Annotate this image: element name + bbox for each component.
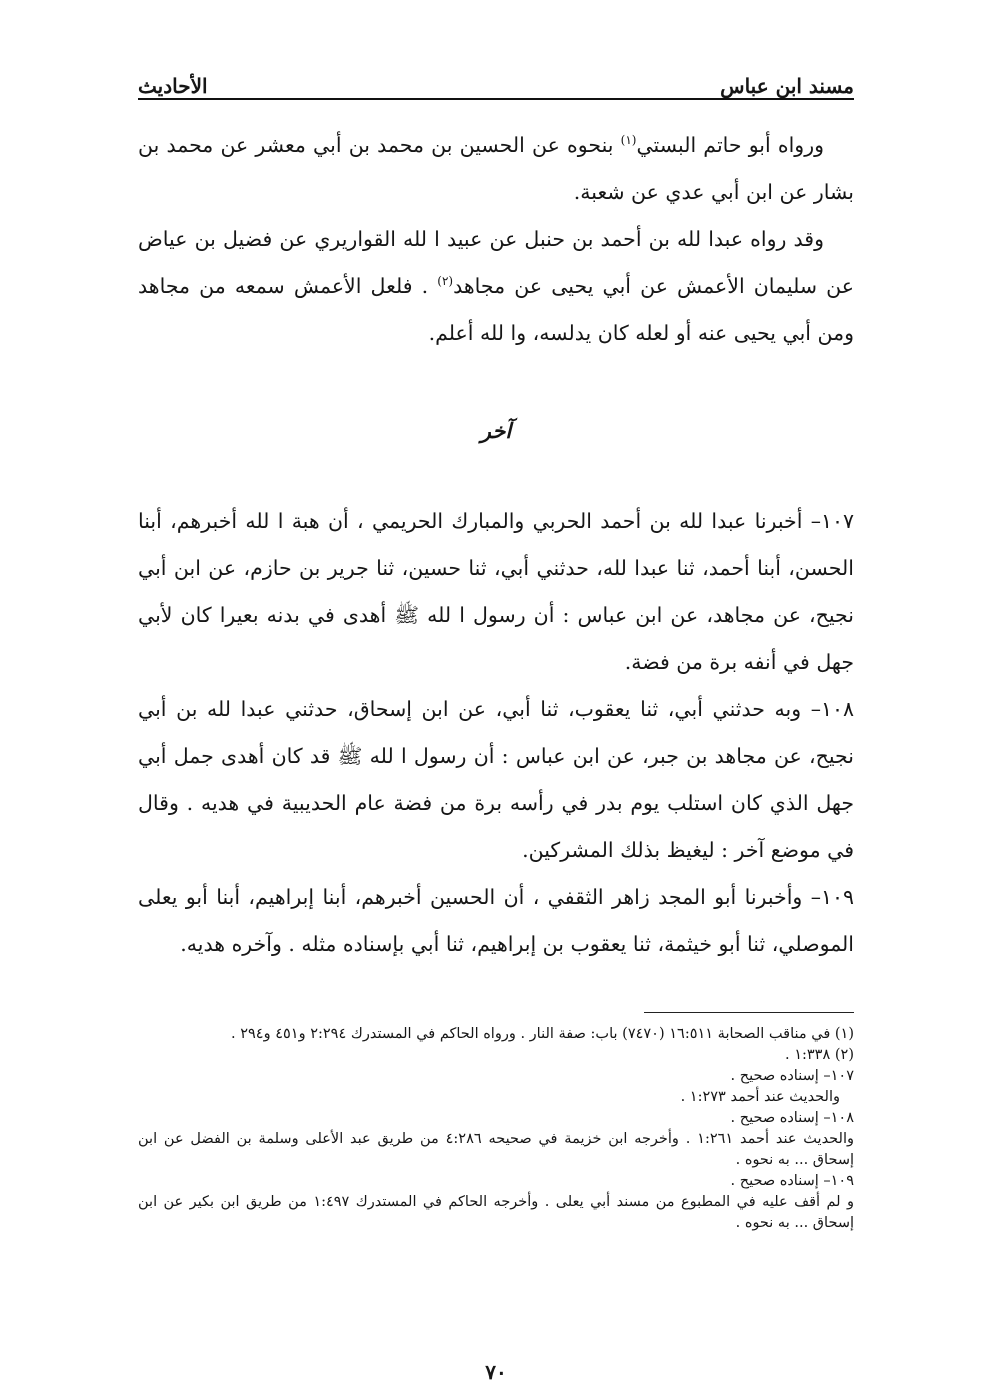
footnotes — [138, 1024, 854, 1234]
note-108-grade: ١٠٨– إسناده صحيح . — [730, 1110, 854, 1126]
footnote-1: (١) في مناقب الصحابة ١٦:٥١١ (٧٤٧٠) باب: صفة النار . ورواه الحاكم في المستدرك ٢:٢٩٤ و٤٥١ و٢٩٤ . — [231, 1026, 854, 1042]
header-rule — [138, 98, 854, 100]
note-109-source: و لم أقف عليه في المطبوع من مسند أبي يعلى . وأخرجه الحاكم في المستدرك ١:٤٩٧ من طريق ابن بكير عن ابن إسحاق ... به نحوه . — [138, 1194, 854, 1231]
page-number: ٧٠ — [485, 1360, 507, 1384]
note-107-grade: ١٠٧– إسناده صحيح . — [730, 1068, 854, 1084]
hadith-108: ١٠٨– وبه حدثني أبي، ثنا يعقوب، ثنا أبي، عن ابن إسحاق، حدثني عبدا لله بن أبي نجيح، عن مجاهد بن جبر، عن ابن عباس : أن رسول ا لله ﷺ قد كان أهدى جمل أبي جهل الذي كان استلب يوم بدر في رأسه برة من فضة عام الحديبية في هديه . وقال في موضع آخر : ليغيظ بذلك المشركين. — [138, 697, 854, 862]
main-text — [138, 122, 854, 968]
footnote-separator — [644, 1012, 854, 1013]
header-section-title: الأحاديث — [138, 74, 208, 98]
footnote-ref-1: (١) — [620, 133, 637, 148]
hadith-107: ١٠٧– أخبرنا عبدا لله بن أحمد الحربي والمبارك الحريمي ، أن هبة ا لله أخبرهم، أبنا الحسن، أبنا أحمد، ثنا عبدا لله، حدثني أبي، ثنا حسين، ثنا جرير بن حازم، عن ابن أبي نجيح، عن مجاهد، عن ابن عباس : أن رسول ا لله ﷺ أهدى في بدنه بعيرا كان لأبي جهل في أنفه برة من فضة. — [138, 509, 854, 674]
running-header — [138, 52, 854, 96]
footnote-ref-2: (٢) — [437, 274, 454, 289]
hadith-109: ١٠٩– وأخبرنا أبو المجد زاهر الثقفي ، أن الحسين أخبرهم، أبنا إبراهيم، أبنا أبو يعلى الموصلي، ثنا أبو خيثمة، ثنا يعقوب بن إبراهيم، ثنا أبي بإسناده مثله . وآخره هديه. — [138, 885, 854, 956]
paragraph-text: . فلعل الأعمش سمعه من مجاهد ومن أبي يحيى عنه أو لعله كان يدلسه، وا لله أعلم. — [138, 274, 854, 345]
footnote-2: (٢) ١:٣٣٨ . — [784, 1047, 854, 1063]
paragraph-abdullah — [138, 216, 854, 357]
note-109-grade: ١٠٩– إسناده صحيح . — [730, 1173, 854, 1189]
section-heading: آخر — [480, 418, 512, 443]
paragraph-text: وقد رواه عبدا لله بن أحمد بن حنبل عن عبيد ا لله القواريري عن فضيل بن عياض عن سليمان الأعمش عن أبي يحيى عن مجاهد — [138, 227, 854, 298]
header-book-title: مسند ابن عباس — [720, 74, 854, 98]
note-108-source: والحديث عند أحمد ١:٢٦١ . وأخرجه ابن خزيمة في صحيحه ٤:٢٨٦ من طريق عبد الأعلى وسلمة بن الفضل عن ابن إسحاق ... به نحوه . — [138, 1131, 854, 1168]
paragraph-text: ورواه أبو حاتم البستي — [636, 133, 824, 157]
paragraph-text: بنحوه عن الحسين بن محمد بن أبي معشر عن محمد بن بشار عن ابن أبي عدي عن شعبة. — [138, 133, 854, 204]
note-107-source: والحديث عند أحمد ١:٢٧٣ . — [680, 1089, 840, 1105]
paragraph-abu-hatim — [138, 122, 854, 216]
